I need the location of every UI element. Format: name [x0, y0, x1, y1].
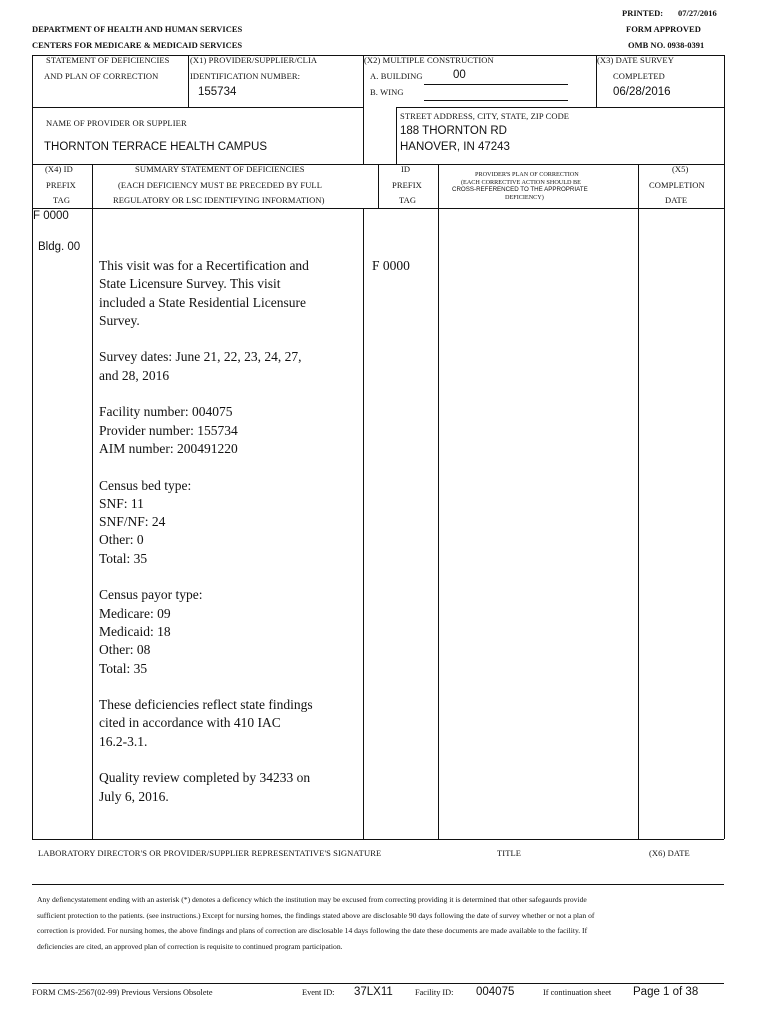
summary-line: Survey dates: June 21, 22, 23, 24, 27, — [99, 349, 302, 365]
x4-header-3: TAG — [53, 195, 71, 205]
department-title: DEPARTMENT OF HEALTH AND HUMAN SERVICES — [32, 24, 243, 34]
page-number: Page 1 of 38 — [633, 986, 699, 998]
facility-id-label: Facility ID: — [415, 988, 454, 997]
summary-header-1: SUMMARY STATEMENT OF DEFICIENCIES — [135, 164, 305, 174]
form-number: FORM CMS-2567(02-99) Previous Versions Obsolete — [32, 988, 213, 997]
statement-label-1: STATEMENT OF DEFICIENCIES — [46, 55, 170, 65]
address-line-2: HANOVER, IN 47243 — [400, 141, 510, 153]
form-approved: FORM APPROVED — [626, 24, 701, 34]
x4-header-1: (X4) ID — [45, 164, 73, 174]
id-header-2: PREFIX — [392, 180, 422, 190]
summary-header-3: REGULATORY OR LSC IDENTIFYING INFORMATION) — [113, 195, 325, 205]
title-label: TITLE — [497, 848, 522, 858]
summary-paragraph — [99, 403, 361, 458]
summary-line: State Licensure Survey. This visit — [99, 276, 281, 292]
summary-paragraph — [99, 769, 361, 806]
summary-line: cited in accordance with 410 IAC — [99, 715, 281, 731]
centers-title: CENTERS FOR MEDICARE & MEDICAID SERVICES — [32, 40, 243, 50]
facility-id-value: 004075 — [476, 986, 515, 998]
summary-statement — [99, 257, 361, 824]
x4-header-2: PREFIX — [46, 180, 76, 190]
summary-line: SNF/NF: 24 — [99, 514, 166, 530]
building-value: 00 — [453, 69, 466, 81]
tag-right: F 0000 — [372, 258, 410, 273]
omb-number: OMB NO. 0938-0391 — [628, 40, 705, 50]
summary-paragraph — [99, 257, 361, 330]
address-label: STREET ADDRESS, CITY, STATE, ZIP CODE — [400, 111, 570, 121]
summary-line: included a State Residential Licensure — [99, 294, 306, 310]
summary-line: Total: 35 — [99, 660, 148, 676]
summary-header-2: (EACH DEFICIENCY MUST BE PRECEDED BY FULL — [118, 180, 323, 190]
survey-completed-date: 06/28/2016 — [613, 86, 671, 98]
x3-completed-label: COMPLETED — [613, 71, 665, 81]
plan-header-4: DEFICIENCY) — [505, 194, 544, 201]
provider-id-value: 155734 — [198, 86, 237, 98]
summary-line: This visit was for a Recertification and — [99, 258, 309, 273]
plan-header-3: CROSS-REFERENCED TO THE APPROPRIATE — [452, 186, 588, 193]
building-tag: Bldg. 00 — [38, 241, 81, 253]
summary-line: Medicare: 09 — [99, 605, 171, 621]
provider-name-value: THORNTON TERRACE HEALTH CAMPUS — [44, 141, 267, 153]
summary-paragraph — [99, 348, 361, 385]
printed-label: PRINTED: — [622, 8, 664, 18]
summary-line: Census payor type: — [99, 587, 203, 603]
summary-line: and 28, 2016 — [99, 367, 170, 383]
summary-line: July 6, 2016. — [99, 788, 169, 804]
signature-date-label: (X6) DATE — [649, 848, 690, 858]
summary-line: Other: 08 — [99, 642, 151, 658]
summary-paragraph — [99, 477, 361, 568]
disclaimer-text: Any defiencystatement ending with an asterisk (*) denotes a deficency which the institution may be excused from correcting providing it is determined that other safegaurds provide sufficient protection to the patients. (see instructions.) Except for nursing homes, the findings stated above are disclosable 90 days following the date of survey whether or not a plan of correction is provided. For nursing homes, the above findings and plans of correction are disclosable 14 days following the date these documents are made available to the facility. If deficiencies are cited, an approved plan of correction is requisite to continued program participation. — [37, 895, 595, 951]
address-line-1: 188 THORNTON RD — [400, 125, 507, 137]
x5-header-2: COMPLETION — [649, 180, 705, 190]
x2-label: (X2) MULTIPLE CONSTRUCTION — [364, 55, 494, 65]
summary-line: Census bed type: — [99, 477, 192, 493]
summary-line: SNF: 11 — [99, 495, 144, 511]
summary-line: AIM number: 200491220 — [99, 440, 238, 456]
event-id-value: 37LX11 — [354, 986, 393, 998]
event-id-label: Event ID: — [302, 988, 335, 997]
plan-header-1: PROVIDER'S PLAN OF CORRECTION — [475, 171, 579, 178]
summary-line: Provider number: 155734 — [99, 422, 238, 438]
summary-line: Quality review completed by 34233 on — [99, 770, 311, 786]
summary-line: Facility number: 004075 — [99, 404, 233, 420]
summary-line: Other: 0 — [99, 532, 144, 548]
summary-line: 16.2-3.1. — [99, 733, 148, 749]
plan-header-2: (EACH CORRECTIVE ACTION SHOULD BE — [461, 179, 581, 186]
wing-label: B. WING — [370, 87, 404, 97]
summary-line: Medicaid: 18 — [99, 623, 171, 639]
summary-line: Survey. — [99, 312, 140, 328]
x5-header-3: DATE — [665, 195, 688, 205]
continuation-label: If continuation sheet — [543, 988, 612, 997]
tag-left: F 0000 — [33, 210, 69, 222]
building-label: A. BUILDING — [370, 71, 423, 81]
x5-header-1: (X5) — [672, 164, 689, 174]
x1-label-1: (X1) PROVIDER/SUPPLIER/CLIA — [190, 55, 318, 65]
id-header-3: TAG — [399, 195, 417, 205]
x1-label-2: IDENTIFICATION NUMBER: — [190, 71, 301, 81]
statement-label-2: AND PLAN OF CORRECTION — [44, 71, 159, 81]
id-header-1: ID — [401, 164, 411, 174]
signature-label: LABORATORY DIRECTOR'S OR PROVIDER/SUPPLIER REPRESENTATIVE'S SIGNATURE — [38, 848, 382, 858]
summary-line: Total: 35 — [99, 550, 148, 566]
summary-paragraph — [99, 696, 361, 751]
x3-label: (X3) DATE SURVEY — [597, 55, 674, 65]
summary-line: These deficiencies reflect state findings — [99, 697, 313, 713]
printed-date: 07/27/2016 — [678, 8, 717, 18]
summary-paragraph — [99, 586, 361, 677]
provider-name-label: NAME OF PROVIDER OR SUPPLIER — [46, 118, 187, 128]
